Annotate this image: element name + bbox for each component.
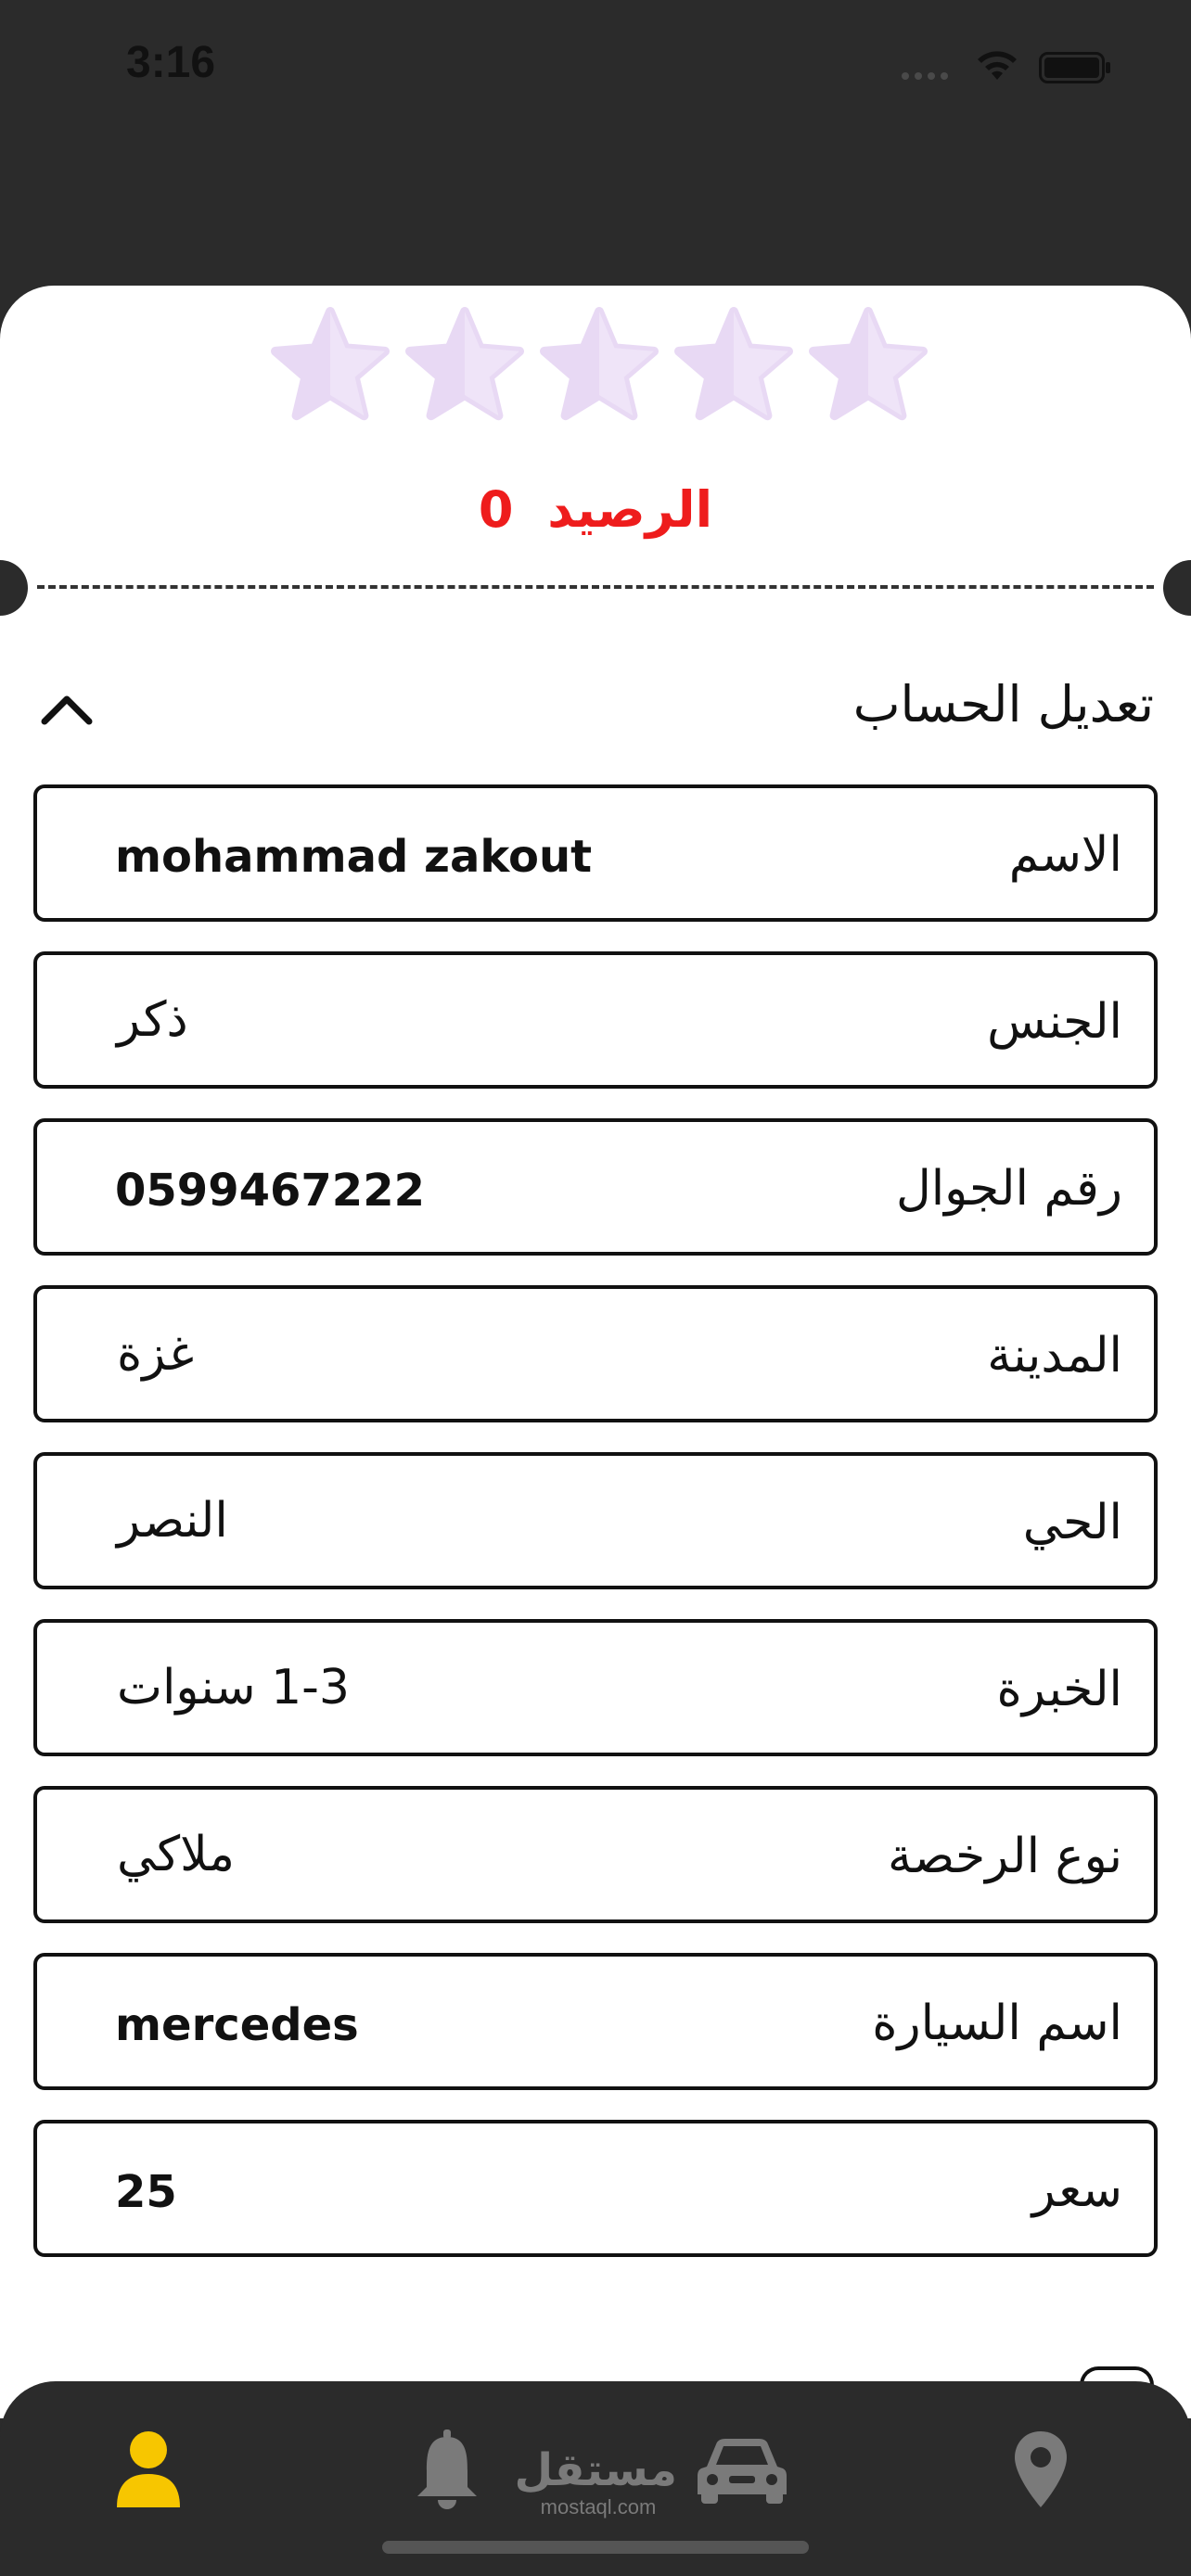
- account-fields: [33, 784, 1158, 2287]
- field-value: 0599467222: [115, 1165, 425, 1217]
- home-indicator[interactable]: [382, 2541, 809, 2554]
- field-gender[interactable]: [33, 951, 1158, 1089]
- location-pin-icon[interactable]: [1011, 2428, 1070, 2511]
- rating-stars[interactable]: [269, 306, 928, 427]
- field-value: 1-3 سنوات: [117, 1660, 350, 1715]
- status-bar: [0, 0, 1191, 139]
- chevron-up-icon[interactable]: [37, 681, 96, 740]
- field-car-name[interactable]: [33, 1953, 1158, 2090]
- edit-account-header[interactable]: [37, 668, 1154, 751]
- balance-value: 0: [478, 480, 514, 539]
- battery-icon: [1039, 52, 1113, 83]
- balance-label: الرصيد: [547, 480, 713, 539]
- field-value: ذكر: [117, 992, 188, 1048]
- field-label: الحي: [1022, 1495, 1122, 1550]
- field-value: غزة: [117, 1326, 195, 1382]
- watermark-url: mostaql.com: [540, 2495, 657, 2519]
- field-label: الاسم: [1008, 827, 1122, 883]
- field-value: النصر: [117, 1493, 228, 1549]
- car-icon[interactable]: [694, 2433, 790, 2507]
- field-phone[interactable]: [33, 1118, 1158, 1256]
- wifi-icon: [974, 46, 1020, 83]
- field-label: المدينة: [987, 1328, 1122, 1384]
- dashed-divider: [37, 585, 1154, 589]
- bell-icon[interactable]: [412, 2428, 482, 2511]
- field-value: ملاكي: [117, 1827, 235, 1882]
- field-value: 25: [115, 2166, 177, 2218]
- field-label: اسم السيارة: [872, 1996, 1122, 2051]
- person-icon[interactable]: [113, 2428, 184, 2511]
- watermark-arabic: مستقل: [514, 2444, 677, 2496]
- field-label: الخبرة: [996, 1662, 1122, 1717]
- section-title: تعديل الحساب: [852, 675, 1154, 733]
- status-time: 3:16: [126, 38, 216, 87]
- field-license-type[interactable]: [33, 1786, 1158, 1923]
- field-label: سعر: [1031, 2162, 1122, 2218]
- field-value: mohammad zakout: [115, 831, 593, 883]
- field-label: نوع الرخصة: [888, 1829, 1122, 1884]
- field-price[interactable]: [33, 2120, 1158, 2257]
- field-name[interactable]: [33, 784, 1158, 922]
- field-district[interactable]: [33, 1452, 1158, 1589]
- field-value: mercedes: [115, 1999, 359, 2051]
- field-experience[interactable]: [33, 1619, 1158, 1756]
- balance: [0, 480, 1191, 539]
- watermark: [514, 2444, 677, 2519]
- field-city[interactable]: [33, 1285, 1158, 1422]
- field-label: الجنس: [987, 994, 1122, 1050]
- field-label: رقم الجوال: [895, 1161, 1122, 1217]
- cellular-signal-icon: [902, 72, 948, 80]
